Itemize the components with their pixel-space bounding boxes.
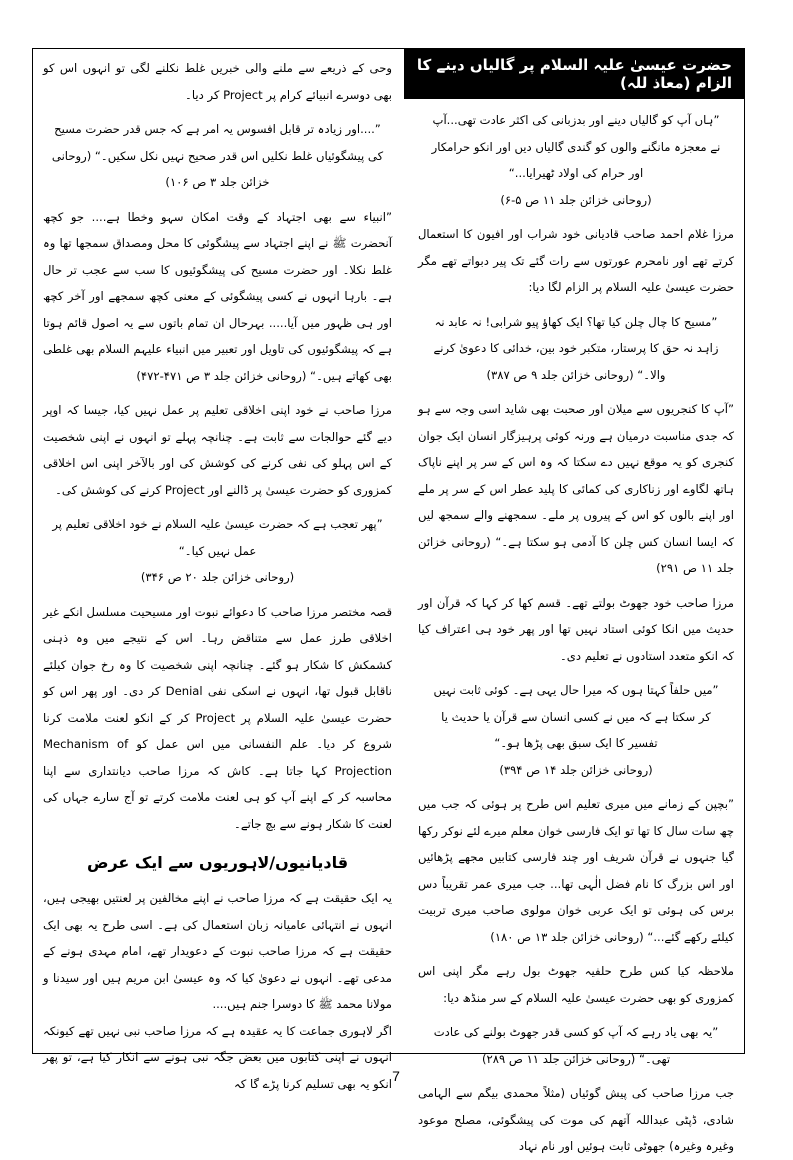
paragraph: مرزا صاحب خود جھوٹ بولتے تھے۔ قسم کھا کر کہا کہ قرآن اور حدیث میں انکا کوئی استاد نہیں تھا اور پھر خود ہی اعتراف کیا کہ انکو متعدد استادوں نے تعلیم دی۔ (418, 595, 734, 663)
left-column (33, 49, 404, 1091)
paragraph: ملاحظہ کیا کس طرح حلفیہ جھوٹ بول رہے مگر اپنی اس کمزوری کو بھی حضرت عیسیٰ علیہ السلام کے سر منڈھ دیا: (418, 964, 734, 1005)
quote-block: ”....اور زیادہ تر قابل افسوس یہ امر ہے کہ جس قدر حضرت مسیح کی پیشگوئیاں غلط نکلیں اس قدر صحیح نہیں نکل سکیں۔“ (روحانی خزائن جلد ۳ ص ۱۰۶) (51, 122, 384, 189)
section-title: حضرت عیسیٰ علیہ السلام پر گالیاں دینے کا الزام (معاذ للہ) (416, 56, 732, 92)
paragraph: اگر لاہوری جماعت کا یہ عقیدہ ہے کہ مرزا صاحب نبی نہیں تھے کیونکہ انہوں نے اپنی کتابوں میں بعض جگہ نبی ہونے سے انکار کیا ہے، تو پھر انکو یہ بھی تسلیم کرنا پڑے گا کہ (43, 1023, 392, 1091)
paragraph: ”آپ کا کنجریوں سے میلان اور صحبت بھی شاید اسی وجہ سے ہو کہ جدی مناسبت درمیان ہے ورنہ کوئی پرہیزگار انسان ایک جوان کنجری کو یہ موقع نہیں دے سکتا کہ وہ اس کے سر پر اپنے ناپاک ہاتھ لگاوے اور زناکاری کی کمائی کا پلید عطر اس کے سر پر ملے اور اپنے بالوں کو اس کے پیروں پر ملے۔ سمجھنے والے سمجھ لیں کہ ایسا انسان کس چلن کا آدمی ہو سکتا ہے۔“ (روحانی خزائن جلد ۱۱ ص ۲۹۱) (418, 402, 734, 575)
paragraph: یہ ایک حقیقت ہے کہ مرزا صاحب نے اپنے مخالفین پر لعنتیں بھیجی ہیں، انہوں نے انتہائی عامیانہ زبان استعمال کی ہے۔ اسی طرح یہ بھی ایک حقیقت ہے کہ مرزا صاحب نبوت کے دعویدار تھے، امام مہدی ہونے کے مدعی تھے۔ انہوں نے دعویٰ کیا کہ وہ عیسیٰ ابن مریم ہیں اور سیدنا و مولانا محمد ﷺ کا دوسرا جنم ہیں.... (43, 891, 392, 1011)
paragraph: مرزا صاحب نے خود اپنی اخلاقی تعلیم پر عمل نہیں کیا، جیسا کہ اوپر دیے گئے حوالجات سے ثابت ہے۔ چنانچہ پہلے تو انہوں نے اپنی شخصیت کے اس پہلو کی نفی کرنے کی کوشش کی اور بالآخر اپنی اس اخلاقی کمزوری کو حضرت عیسیٰ پر ڈالنے اور Project کرنے کی کوشش کی۔ (43, 403, 392, 497)
quote-block: ”یہ بھی یاد رہے کہ آپ کو کسی قدر جھوٹ بولنے کی عادت تھی۔“ (روحانی خزائن جلد ۱۱ ص ۲۸۹) (433, 1025, 719, 1066)
reference: (روحانی خزائن جلد ۲۰ ص ۳۴۶) (140, 570, 295, 584)
paragraph: مرزا غلام احمد صاحب قادیانی خود شراب اور افیون کا استعمال کرتے تھے اور نامحرم عورتوں سے رات گئے تک پیر دبواتے تھے مگر حضرت عیسیٰ علیہ السلام پر الزام لگا دیا: (418, 227, 734, 294)
paragraph: ”بچپن کے زمانے میں میری تعلیم اس طرح پر ہوئی کہ جب میں چھ سات سال کا تھا تو ایک فارسی خوان معلم میرے لئے نوکر رکھا گیا جنہوں نے قرآن شریف اور چند فارسی کتابیں مجھے پڑھائیں اور اس بزرگ کا نام فضل الٰہی تھا... جب میری عمر تقریباً دس برس کی ہوئی تو ایک عربی خوان مولوی صاحب میری تربیت کیلئے رکھے گئے...“ (روحانی خزائن جلد ۱۳ ص ۱۸۰) (418, 797, 734, 944)
paragraph: وحی کے ذریعے سے ملنے والی خبریں غلط نکلنے لگی تو انہوں اس کو بھی دوسرے انبیائے کرام پر Project کر دیا۔ (43, 61, 392, 102)
subheading: قادیانیوں/لاہوریوں سے ایک عرض (86, 853, 349, 872)
paragraph: جب مرزا صاحب کی پیش گوئیاں (مثلاً محمدی بیگم سے الہامی شادی، ڈپٹی عبداللہ آتھم کی موت کی پیشگوئی، مصلح موعود وغیرہ وغیرہ) جھوٹی ثابت ہوئیں اور نام نہاد (418, 1086, 734, 1153)
quote-block: ”پھر تعجب ہے کہ حضرت عیسیٰ علیہ السلام نے خود اخلاقی تعلیم پر عمل نہیں کیا۔“ (52, 517, 383, 558)
quote-block: ”مسیح کا چال چلن کیا تھا؟ ایک کھاؤ پیو شرابی! نہ عابد نہ زاہد نہ حق کا پرستار، متکبر خود بین، خدائی کا دعویٰ کرنے والا۔“ (روحانی خزائن جلد ۹ ص ۳۸۷) (433, 314, 719, 382)
quote-block: ”میں حلفاً کہتا ہوں کہ میرا حال یہی ہے۔ کوئی ثابت نہیں کر سکتا ہے کہ میں نے کسی انسان سے قرآن یا حدیث یا تفسیر کا ایک سبق بھی پڑھا ہو۔“ (433, 683, 719, 750)
right-column (404, 49, 744, 1153)
reference: (روحانی خزائن جلد ۱۱ ص ۵-۶) (500, 192, 652, 207)
quote-block: ”ہاں آپ کو گالیاں دینے اور بدزبانی کی اکثر عادت تھی...آپ نے معجزہ مانگنے والوں کو گندی گالیاں دیں اور انکو حرامکار اور حرام کی اولاد ٹھیرایا...“ (431, 113, 721, 180)
page-frame (32, 48, 745, 1153)
section-header (404, 49, 744, 99)
page-number: 7 (392, 1068, 400, 1084)
paragraph: ”انبیاء سے بھی اجتہاد کے وقت امکان سہو وخطا ہے.... جو کچھ آنحضرت ﷺ نے اپنے اجتہاد سے پیشگوئی کا محل ومصداق سمجھا تھا وہ غلط نکلا۔ اور حضرت مسیح کی پیشگوئیوں کا سب سے عجب تر حال ہے۔ بارہا انہوں نے کسی پیشگوئی کے معنی کچھ سمجھے اور آخر کچھ اور ہی ظہور میں آیا..... بہرحال ان تمام باتوں سے یہ اصول قائم ہوتا ہے کہ پیشگوئیوں کی تاویل اور تعبیر میں انبیاء علیہم السلام بھی غلطی بھی کھاتے ہیں۔“ (روحانی خزائن جلد ۳ ص ۴۷۱-۴۷۲) (43, 209, 392, 383)
reference: (روحانی خزائن جلد ۱۴ ص ۳۹۴) (499, 762, 653, 777)
paragraph: قصہ مختصر مرزا صاحب کا دعوائے نبوت اور مسیحیت مسلسل انکے غیر اخلاقی طرز عمل سے متناقض رہا۔ اس کے نتیجے میں وہ ذہنی کشمکش کا شکار ہو گئے۔ چنانچہ اپنی شخصیت کا وہ رخ جوان کیلئے ناقابل قبول تھا، انہوں نے اسکی نفی Denial کر دی۔ اور پھر اس کو حضرت عیسیٰ علیہ السلام پر Project کر کے انکو لعنت ملامت کرنا شروع کر دیا۔ علم النفسانی میں اس عمل کو Mechanism of Projection کہا جاتا ہے۔ کاش کہ مرزا صاحب دیانتداری سے اپنا محاسبہ کر کے اپنے آپ کو ہی لعنت ملامت کرتے تو آج سارے جہاں کی لعنت کا شکار ہونے سے بچ جاتے۔ (43, 604, 393, 831)
